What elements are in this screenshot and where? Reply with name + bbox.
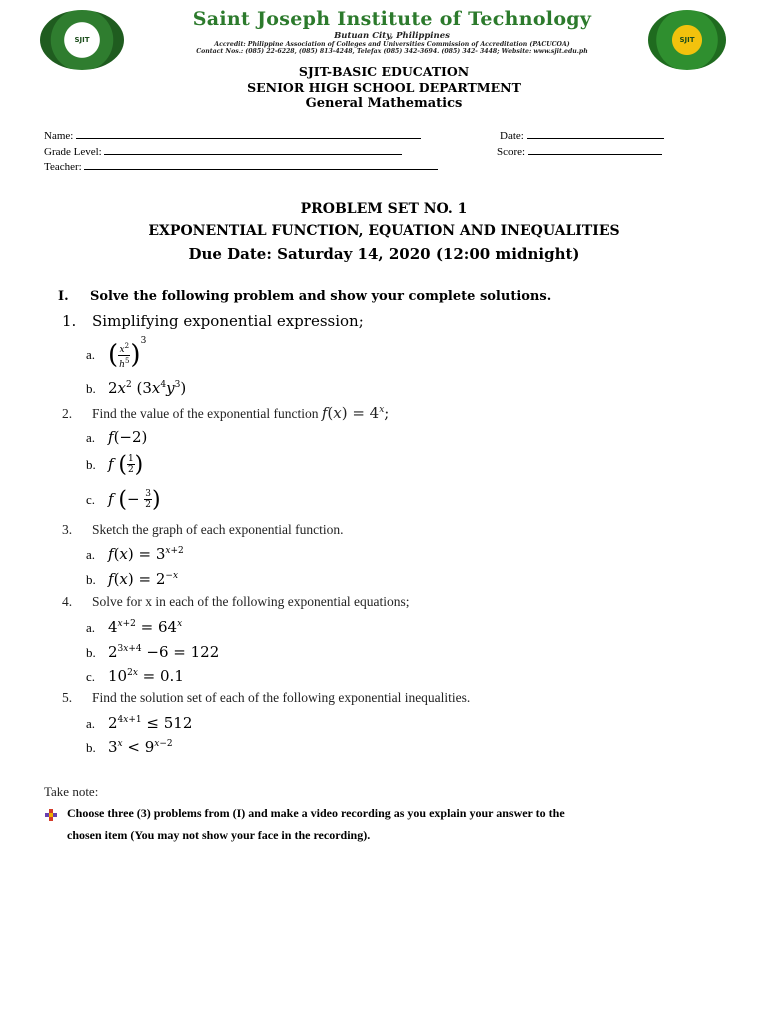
expression: $3^x < 9^{x-2}$	[108, 738, 173, 756]
item-label: c.	[86, 491, 96, 507]
item-label: b.	[86, 572, 96, 587]
subject-title: General Mathematics	[305, 96, 463, 111]
problem-text: Find the value of the exponential function	[92, 406, 319, 421]
date-blank[interactable]	[527, 129, 664, 139]
note-line-2: chosen item (You may not show your face in the recording).	[67, 828, 371, 842]
problem-text: Solve for x in each of the following exponential equations;	[92, 594, 410, 609]
problem-1a	[86, 336, 146, 370]
school-seal-left-logo: SJIT	[40, 10, 124, 70]
expression: f (− $\frac{3}{2}$ )	[108, 487, 161, 512]
expression: f(−2)	[108, 428, 148, 446]
expression: ( $\frac{x^2}{h^5}$ )$^3$	[108, 336, 147, 370]
problem-number: 3.	[62, 522, 73, 537]
problem-4	[62, 594, 410, 610]
note-line-1: Choose three (3) problems from (I) and make a video recording as you explain your answer to the	[67, 806, 565, 820]
teacher-field[interactable]	[44, 160, 438, 173]
school-contact: Contact Nos.: (085) 22-6228, (085) 813-4248, Telefax (085) 342-3694. (085) 342- 3448; Website: www.sjit.edu.ph	[196, 48, 588, 55]
school-name: Saint Joseph Institute of Technology	[192, 8, 592, 30]
problem-2a	[86, 427, 147, 446]
problem-4c	[86, 666, 184, 685]
note-heading: Take note:	[44, 784, 99, 799]
item-label: a.	[86, 547, 96, 562]
problem-text: Sketch the graph of each exponential function.	[92, 522, 344, 537]
problem-text: Find the solution set of each of the following exponential inequalities.	[92, 690, 471, 705]
expression: f ( $\frac{1}{2}$ )	[108, 452, 144, 477]
expression: $2x^2$ $(3x^4y^3)$	[108, 379, 187, 397]
school-accreditation: Accredit: Philippine Association of Colleges and Universities Commission of Accreditation (PACUCOA)	[214, 41, 570, 48]
problem-5	[62, 690, 470, 706]
date-field[interactable]	[500, 129, 664, 142]
expression: $2^{3x+4} -6 = 122$	[108, 643, 220, 661]
problem-4b	[86, 642, 219, 661]
item-label: b.	[86, 381, 96, 396]
score-field[interactable]	[497, 145, 662, 158]
problem-number: 2.	[62, 406, 73, 421]
problem-set-title: PROBLEM SET NO. 1	[300, 201, 468, 217]
item-label: a.	[86, 620, 96, 635]
item-label: c.	[86, 669, 96, 684]
problem-5b	[86, 737, 173, 756]
problem-3b	[86, 569, 178, 588]
item-label: b.	[86, 456, 96, 472]
problem-number: 4.	[62, 594, 73, 609]
expression: $f(x) = 2^{-x}$	[108, 570, 179, 588]
expression: $2^{4x+1} \le 512$	[108, 714, 193, 732]
problem-text: Simplifying exponential expression;	[92, 312, 364, 330]
problem-number: 5.	[62, 690, 73, 705]
department-line-2: SENIOR HIGH SCHOOL DEPARTMENT	[247, 80, 521, 95]
score-label: Score:	[497, 146, 526, 158]
expression: $4^{x+2} = 64^x$	[108, 618, 183, 636]
problem-3	[62, 522, 344, 538]
name-field[interactable]	[44, 129, 421, 142]
grade-level-blank[interactable]	[104, 145, 402, 155]
item-label: a.	[86, 347, 96, 362]
name-blank[interactable]	[76, 129, 421, 139]
name-label: Name:	[44, 130, 74, 142]
problem-3a	[86, 544, 184, 563]
item-label: b.	[86, 740, 96, 755]
score-blank[interactable]	[528, 145, 662, 155]
problem-1	[62, 312, 364, 330]
problem-2	[62, 404, 389, 422]
problem-2b	[86, 452, 143, 477]
expression: $f(x) = 3^{x+2}$	[108, 545, 184, 563]
section-numeral: I.	[58, 289, 69, 304]
department-line-1: SJIT-BASIC EDUCATION	[298, 64, 470, 79]
problem-4a	[86, 617, 182, 636]
teacher-label: Teacher:	[44, 161, 82, 173]
item-label: a.	[86, 716, 96, 731]
school-city: Butuan City, Philippines	[334, 31, 450, 41]
item-label: b.	[86, 645, 96, 660]
problem-set-subtitle: EXPONENTIAL FUNCTION, EQUATION AND INEQUALITIES	[148, 223, 620, 239]
function-definition: $f(x) = 4^x$;	[321, 404, 390, 422]
problem-1b	[86, 378, 186, 397]
section-instruction: Solve the following problem and show your complete solutions.	[90, 289, 552, 304]
teacher-blank[interactable]	[84, 160, 438, 170]
due-date: Due Date: Saturday 14, 2020 (12:00 midnight)	[188, 245, 580, 263]
date-label: Date:	[500, 130, 524, 142]
problem-5a	[86, 713, 192, 732]
grade-level-label: Grade Level:	[44, 146, 102, 158]
item-label: a.	[86, 430, 96, 445]
problem-number: 1.	[62, 312, 77, 330]
arrow-bullet-icon	[44, 808, 58, 822]
expression: $10^{2x} = 0.1$	[108, 667, 184, 685]
problem-2c	[86, 487, 161, 512]
school-seal-right-logo: SJIT	[648, 10, 726, 70]
grade-level-field[interactable]	[44, 145, 402, 158]
